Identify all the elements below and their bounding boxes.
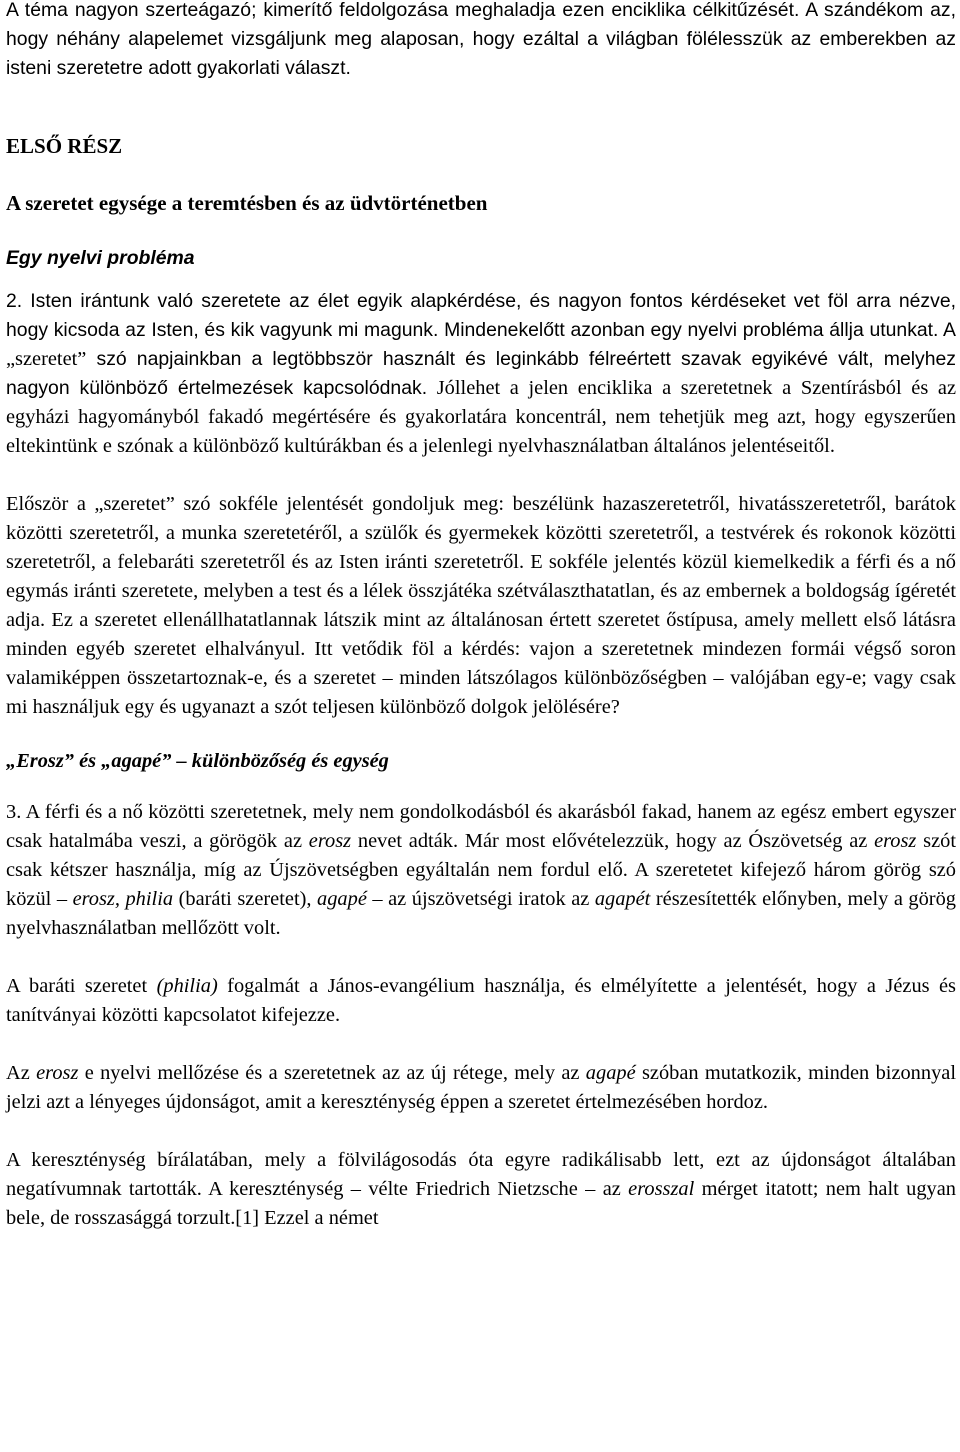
part-title: A szeretet egysége a teremtésben és az üdvtörténetben [6, 191, 488, 215]
part-heading: ELSŐ RÉSZ [6, 134, 123, 158]
term-agape: agapé [317, 888, 367, 910]
term-erosz: erosz [308, 830, 352, 852]
document-page [6, 0, 956, 1233]
paragraph-neglect-part-b: e nyelvi mellőzése és a szeretetnek az az új rétege, mely az [78, 1062, 586, 1084]
term-erosz-philia: erosz, philia [72, 888, 174, 910]
paragraph-3-part-c: szót csak kétszer használja, míg az Újszövetségben egyáltalán nem fordul elő. A szeretetet kifejező három görög szó közül – [6, 830, 956, 910]
paragraph-3-part-b: nevet adták. Már most elővételezzük, hogy az Ószövetség az [351, 830, 875, 852]
term-agapet: agapét [594, 888, 651, 910]
paragraph-3 [6, 798, 956, 943]
paragraph-2-part-b: szó napjainkban a legtöbbször használt és leginkább félreértett szavak egyikévé vált, melyhez nagyon különböző értelmezések kapcsolódnak. [6, 348, 957, 399]
paragraph-critique-part-a: A kereszténység bírálatában, mely a fölvilágosodás óta egyre radikálisabb lett, ezt az újdonságot általában negatívumnak tartották. A kereszténység – vélte Friedrich Nietzsche – az [6, 1149, 956, 1200]
paragraph-2-part-a: 2. Isten irántunk való szeretete az élet egyik alapkérdése, és nagyon fontos kérdéseket vet föl arra nézve, hogy kicsoda az Isten, és kik vagyunk mi magunk. Mindenekelőtt azonban egy nyelvi probléma állja utunkat. A [6, 290, 956, 341]
paragraph-philia-part-b: fogalmát a János-evangélium használja, és elmélyítette a jelentését, hogy a Jézus és tanítványai közötti kapcsolatot kifejezze. [6, 975, 956, 1026]
term-philia: (philia) [156, 975, 218, 997]
paragraph-critique-part-b: mérget itatott; nem halt ugyan bele, de rosszasággá torzult.[1] Ezzel a német [6, 1178, 956, 1229]
intro-paragraph: A téma nagyon szerteágazó; kimerítő feldolgozása meghaladja ezen enciklika célkitűzését. A szándékom az, hogy néhány alapelemet vizsgáljunk meg alaposan, hogy ezáltal a világban fölélesszük az emberekben az isteni szeretetre adott gyakorlati választ. [6, 0, 956, 79]
term-erosz-2: erosz [874, 830, 917, 852]
paragraph-3-part-f: részesítették előnyben, mely a görög nyelvhasználatban mellőzött volt. [6, 888, 956, 939]
paragraph-philia [6, 972, 956, 1030]
section-title-language-problem: Egy nyelvi probléma [6, 247, 195, 269]
paragraph-neglect-part-c: szóban mutatkozik, minden bizonnyal jelzi azt a lényeges újdonságot, amit a kereszténység éppen a szeretet értelmezésében hordoz. [6, 1062, 956, 1113]
paragraph-philia-part-a: A baráti szeretet [6, 975, 157, 997]
term-erosz-3: erosz [36, 1062, 79, 1084]
term-erosszal: erosszal [628, 1178, 695, 1200]
paragraph-neglect-part-a: Az [6, 1062, 37, 1084]
paragraph-critique [6, 1146, 956, 1233]
paragraph-2-part-c: Jóllehet a jelen enciklika a szeretetnek a Szentírásból és az egyházi hagyományból fakadó megértésére és gyakorlatára koncentrál, nem tehetjük meg azt, hogy egyszerűen eltekintünk e szónak a különböző kultúrákban és a jelenlegi nyelvhasználatban általános jelentéseitől. [6, 377, 956, 457]
quoted-word-szeretet: „szeretet” [6, 348, 87, 370]
paragraph-3-part-a: 3. A férfi és a nő közötti szeretetnek, mely nem gondolkodásból és akarásból fakad, hanem az egész embert egyszer csak hatalmába veszi, a görögök az [6, 801, 956, 852]
paragraph-3-part-e: – az újszövetségi iratok az [366, 888, 595, 910]
section-title-eros-agape: „Erosz” és „agapé” – különbözőség és egység [6, 750, 389, 772]
term-agape-2: agapé [585, 1062, 636, 1084]
paragraph-2 [6, 287, 956, 461]
paragraph-erosz-neglect [6, 1059, 956, 1117]
paragraph-3-part-d: (baráti szeretet), [173, 888, 318, 910]
paragraph-meanings: Először a „szeretet” szó sokféle jelentését gondoljuk meg: beszélünk hazaszeretetről, hivatásszeretetről, barátok közötti szeretetről, a munka szeretetéről, a szülők és gyermekek közötti szeretetről, a testvérek és rokonok közötti szeretetről, a felebaráti szeretetről és az Isten iránti szeretetről. E sokféle jelentés közül kiemelkedik a férfi és a nő egymás iránti szeretete, melyben a test és a lélek összjátéka szétválaszthatatlan, és az embernek a boldogság ígéretét adja. Ez a szeretet ellenállhatatlannak látszik mint az általánosan értett szeretet őstípusa, amely mellett első látásra minden egyéb szeretet elhalványul. Itt vetődik föl a kérdés: vajon a szeretetnek mindezen formái végső soron valamiképpen összetartoznak-e, és a szeretet – minden látszólagos különbözőségben – valójában egy-e; vagy csak mi használjuk egy és ugyanazt a szót teljesen különböző dolgok jelölésére? [6, 493, 956, 718]
